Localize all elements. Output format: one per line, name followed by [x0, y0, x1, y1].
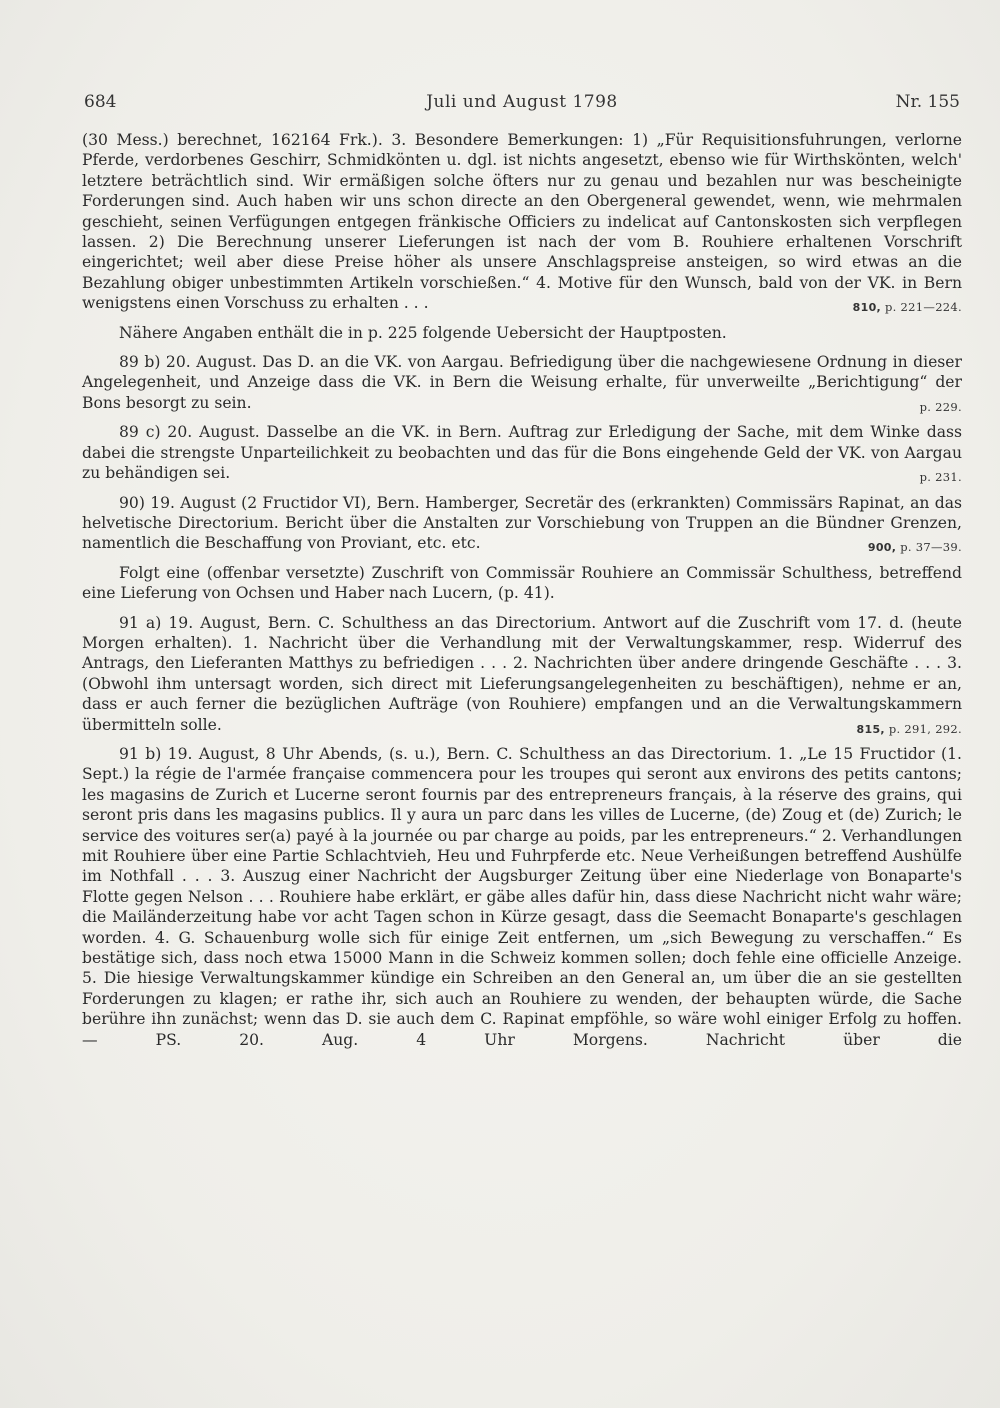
page-number: 684 [84, 92, 117, 112]
archive-reference [831, 537, 962, 558]
archive-reference [883, 397, 962, 417]
paragraph-continuation [82, 130, 962, 314]
paragraph-note [82, 323, 962, 343]
paragraph-text: 89 b) 20. August. Das D. an die VK. von Aargau. Befriedigung über die nachgewiesene Ordnung in dieser Angelegenheit, und Anzeige dass die VK. in Bern die Weisung erhalte, für unverweilte „Berichtigung“ der Bons besorgt zu sein. [82, 353, 962, 412]
reference-volume: 810, [852, 301, 881, 315]
paragraph-text: 91 a) 19. August, Bern. C. Schulthess an das Directorium. Antwort auf die Zuschrift vom 17. d. (heute Morgen erhalten). 1. Nachricht über die Verhandlung mit der Verwaltungskammer, resp. Widerruf des Antrags, den Lieferanten Matthys zu befriedigen . . . 2. Nachrichten über andere dringende Geschäfte . . . 3. (Obwohl ihm untersagt worden, sich direct mit Lieferungsangelegenheiten zu beschäftigen), nehme er an, dass er auch ferner die bezüglichen Aufträge (von Rouhiere) empfangen und an die Verwaltungskammern übermitteln solle. [82, 613, 962, 734]
running-title: Juli und August 1798 [426, 92, 618, 112]
reference-pages: p. 37—39. [900, 540, 962, 555]
entry-91a [82, 613, 962, 735]
archive-reference [853, 297, 962, 318]
document-number: Nr. 155 [895, 92, 960, 112]
reference-pages: p. 229. [919, 399, 962, 414]
entry-89c [82, 422, 962, 483]
archive-reference [883, 467, 962, 487]
reference-pages: p. 221—224. [884, 300, 962, 315]
reference-pages: p. 231. [919, 470, 962, 485]
entry-91b [82, 744, 962, 1071]
paragraph-text: 89 c) 20. August. Dasselbe an die VK. in Bern. Auftrag zur Erledigung der Sache, mit dem Winke dass dabei die strengste Unparteilichkeit zu beobachten und das für die Bons eingehende Geld der VK. von Aargau zu behändigen sei. [82, 423, 962, 483]
paragraph-note [82, 563, 962, 604]
entry-89b [82, 352, 962, 413]
paragraph-text: 91 b) 19. August, 8 Uhr Abends, (s. u.), Bern. C. Schulthess an das Directorium. 1. „Le 15 Fructidor (1. Sept.) la régie de l'armée française commencera pour les troupes qui seront aux environs des petits cantons; les magasins de Zurich et Lucerne seront fournis par des entrepreneurs français, à la réserve des grains, qui seront pris dans les magasins publics. Il y aura un parc dans les villes de Lucerne, (de) Zoug et (de) Zurich; le service des voitures ser(a) payé à la journée ou par charge au poids, par les entrepreneurs.“ 2. Verhandlungen mit Rouhiere über eine Partie Schlachtvieh, Heu und Fuhrpferde etc. Neue Verheißungen betreffend Aushülfe im Nothfall . . . 3. Auszug einer Nachricht der Augsburger Zeitung über eine Niederlage von Bonaparte's Flotte gegen Nelson . . . Rouhiere habe erklärt, er gäbe alles dafür hin, dass diese Nachricht nicht wahr wäre; die Mailänderzeitung habe vor acht Tagen schon in Kürze gesagt, dass die Seemacht Bonaparte's geschlagen worden. 4. G. Schauenburg wolle sich für einige Zeit entfernen, um „sich Bewegung zu verschaffen.“ Es bestätige sich, dass noch etwa 15000 Mann in die Schweiz kommen sollen; doch fehle eine officielle Anzeige. 5. Die hiesige Verwaltungskammer kündige ein Schreiben an den General an, um über die an sie gestellten Forderungen zu klagen; er rathe ihr, sich auch an Rouhiere zu wenden, der behaupten würde, die Sache berühre ihn zunächst; wenn das D. sie auch dem C. Rapinat empföhle, so wäre wohl einiger Erfolg zu hoffen. — PS. 20. Aug. 4 Uhr Morgens. Nachricht über die [82, 744, 962, 1049]
paragraph-text: Folgt eine (offenbar versetzte) Zuschrift von Commissär Rouhiere an Commissär Schulthess, betreffend eine Lieferung von Ochsen und Haber nach Lucern, (p. 41). [82, 563, 962, 603]
reference-pages: p. 291, 292. [888, 721, 962, 736]
archive-reference [820, 719, 962, 740]
paragraph-text: (30 Mess.) berechnet, 162164 Frk.). 3. Besondere Bemerkungen: 1) „Für Requisitionsfuhrungen, verlorne Pferde, verdorbenes Geschirr, Schmidkönten u. dgl. ist nichts angesetzt, ebenso wie für Wirthskönten, welch' letztere beträchtlich sind. Wir ermäßigen solche öfters nur zu genau und bezahlen nur was bescheinigte Forderungen sind. Auch haben wir uns schon directe an den Obergeneral gewendet, wenn, wie mehrmalen geschieht, seinen Verfügungen entgegen fränkische Officiers zu indelicat auf Cantonskosten sich verpflegen lassen. 2) Die Berechnung unserer Lieferungen ist nach der vom B. Rouhiere erhaltenen Vorschrift eingerichtet; weil aber diese Preise höher als unsere Anschlagspreise ansteigen, so wird etwas an die Bezahlung obiger unbestimmten Artikeln vorschießen.“ 4. Motive für den Wunsch, bald von der VK. in Bern wenigstens einen Vorschuss zu erhalten . . . [82, 131, 962, 313]
page-header [84, 92, 960, 116]
reference-volume: 815, [856, 722, 885, 736]
entry-90 [82, 493, 962, 554]
body-text [82, 130, 962, 1070]
reference-volume: 900, [867, 541, 897, 555]
paragraph-text: Nähere Angaben enthält die in p. 225 folgende Uebersicht der Hauptposten. [119, 323, 727, 342]
paragraph-text: 90) 19. August (2 Fructidor VI), Bern. Hamberger, Secretär des (erkrankten) Commissärs Rapinat, an das helvetische Directorium. Bericht über die Anstalten zur Vorschiebung von Truppen an die Bündner Grenzen, namentlich die Beschaffung von Proviant, etc. etc. [82, 493, 962, 553]
